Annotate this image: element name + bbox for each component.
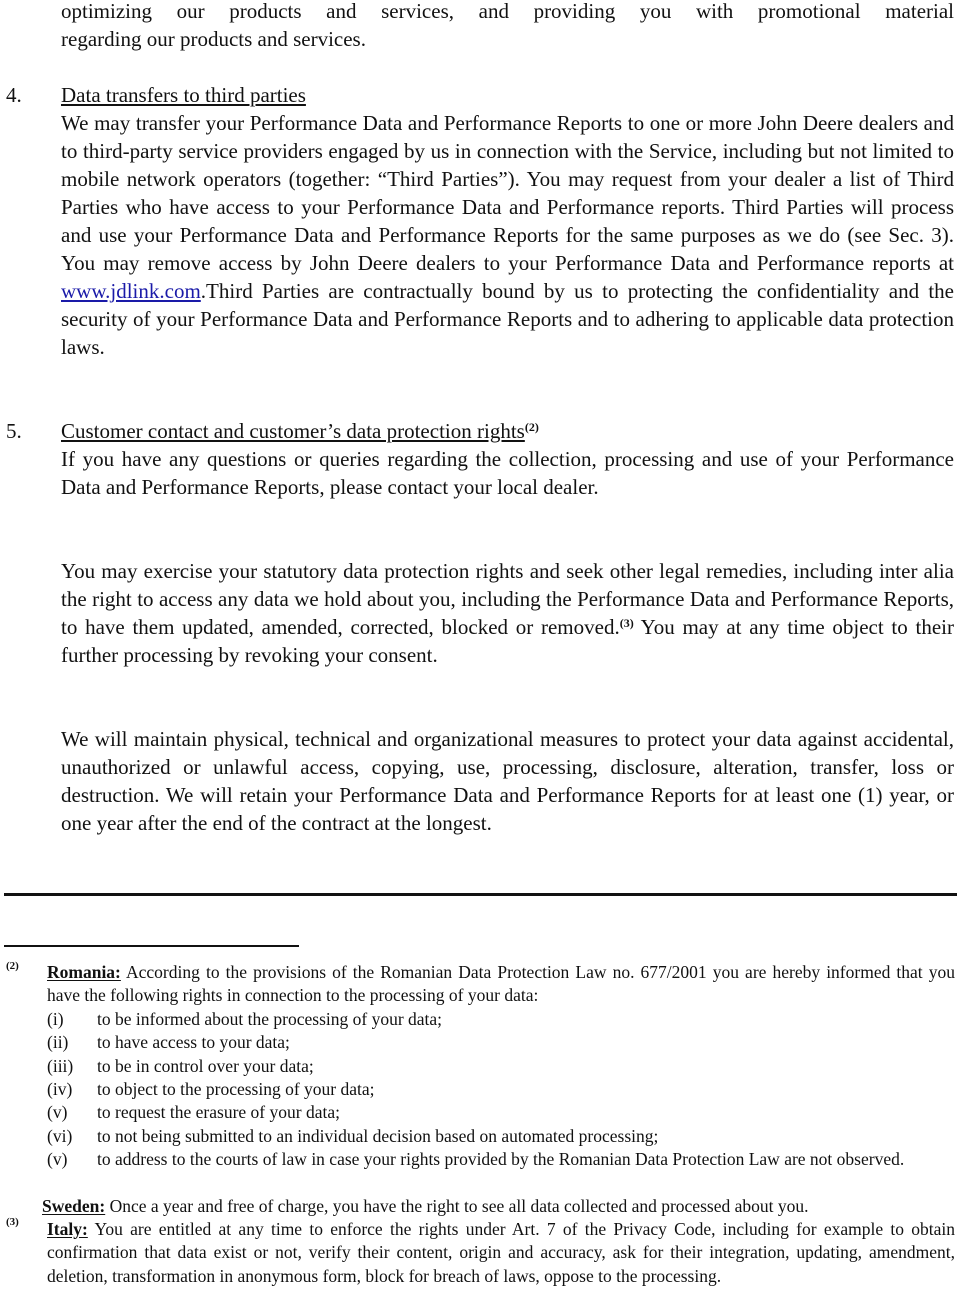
list-item-number: (v) (47, 1102, 68, 1122)
list-item (47, 1148, 955, 1195)
list-item (47, 1125, 955, 1148)
footnote-2-country: Romania: (47, 962, 121, 982)
list-item (47, 1055, 955, 1078)
list-item-number: (iv) (47, 1079, 73, 1099)
section-4-body (61, 109, 954, 361)
section-5-paragraph-3: We will maintain physical, technical and organizational measures to protect your data against accidental, unauthorized or unlawful access, copying, use, processing, disclosure, alteration, transfer, loss or destruction. We will retain your Performance Data and Performance Reports for at least one (1) year, or one year after the end of the contract at the longest. (61, 727, 954, 835)
list-item-text: to not being submitted to an individual decision based on automated processing; (97, 1126, 659, 1146)
intro-line-2: regarding our products and services. (61, 27, 366, 51)
section-4-paragraph-end: .Third Parties are contractually bound by us to protecting the confidentiality and the security of your Performance Data and Performance Reports and to adhering to applicable data protection laws. (61, 279, 954, 359)
list-item-text: to object to the processing of your data; (97, 1079, 375, 1099)
list-item-number: (ii) (47, 1032, 69, 1052)
jdlink-link[interactable]: www.jdlink.com (61, 279, 201, 303)
list-item-text: to have access to your data; (97, 1032, 290, 1052)
footnote-separator (4, 945, 299, 947)
section-4-heading (61, 81, 306, 109)
footnote-ref-3[interactable]: (3) (619, 616, 634, 630)
footnote-2-marker: (2) (6, 960, 19, 972)
list-item-text: to be informed about the processing of your data; (97, 1009, 443, 1029)
page-divider (4, 893, 957, 896)
list-item-number: (iii) (47, 1056, 74, 1076)
section-5-heading (61, 417, 539, 445)
footnote-2-text: According to the provisions of the Romanian Data Protection Law no. 677/2001 you are hereby informed that you have the following rights in connection to the processing of your data: (47, 962, 955, 1006)
list-item-text: to be in control over your data; (97, 1056, 314, 1076)
list-item-number: (i) (47, 1009, 64, 1029)
intro-line-1: optimizing our products and services, and providing you with promotional material (61, 0, 954, 23)
section-4-heading-text: Data transfers to third parties (61, 83, 306, 107)
footnote-ref-2[interactable]: (2) (524, 420, 539, 434)
footnote-2-sweden (42, 1195, 954, 1218)
footnote-3-country: Italy: (47, 1219, 88, 1239)
footnote-2-sweden-country: Sweden: (42, 1196, 106, 1216)
list-item (47, 1078, 955, 1101)
list-item-number: (v) (47, 1149, 68, 1169)
section-5-paragraph-2-text: You may exercise your statutory data protection rights and seek other legal remedies, including inter alia the right to access any data we hold about you, including the Performance Data and Performance Reports, to have them updated, amended, corrected, blocked or removed. (61, 559, 954, 639)
list-item-text: to address to the courts of law in case your rights provided by the Romanian Data Protection Law are not observed. (97, 1149, 905, 1169)
section-4-paragraph: We may transfer your Performance Data and Performance Reports to one or more John Deere dealers and to third-party service providers engaged by us in connection with the Service, including but not limited to mobile network operators (together: “Third Parties”). You may request from your dealer a list of Third Parties who have access to your Performance Data and Performance reports. Third Parties will process and use your Performance Data and Performance Reports for the same purposes as we do (see Sec. 3). You may remove access by John Deere dealers to your Performance Data and Performance reports at (61, 111, 954, 275)
section-5-paragraph-2-end: You may at any time object to their further processing by revoking your consent. (61, 615, 954, 667)
list-item-number: (vi) (47, 1126, 73, 1146)
section-5-paragraph-1: If you have any questions or queries regarding the collection, processing and use of your Performance Data and Performance Reports, please contact your local dealer. (61, 447, 954, 499)
section-5-heading-text: Customer contact and customer’s data protection rights (61, 419, 525, 443)
list-item-text: to request the erasure of your data; (97, 1102, 340, 1122)
footnote-3-text-block (47, 1218, 955, 1288)
list-item (47, 1101, 955, 1124)
footnote-2-intro (47, 961, 955, 1008)
list-item (47, 1031, 955, 1054)
section-5-number: 5. (6, 419, 22, 443)
footnote-3-text: You are entitled at any time to enforce the rights under Art. 7 of the Privacy Code, including for example to obtain confirmation that data exist or not, verify their content, origin and accuracy, ask for their integration, updating, amendment, deletion, transformation in anonymous form, block for breach of laws, oppose to the processing. (47, 1219, 955, 1286)
list-item (47, 1008, 955, 1031)
footnote-3-marker: (3) (6, 1216, 19, 1228)
footnote-2-sweden-text: Once a year and free of charge, you have the right to see all data collected and processed about you. (105, 1196, 809, 1216)
section-5-paragraph-2 (61, 557, 954, 669)
section-4-number: 4. (6, 83, 22, 107)
